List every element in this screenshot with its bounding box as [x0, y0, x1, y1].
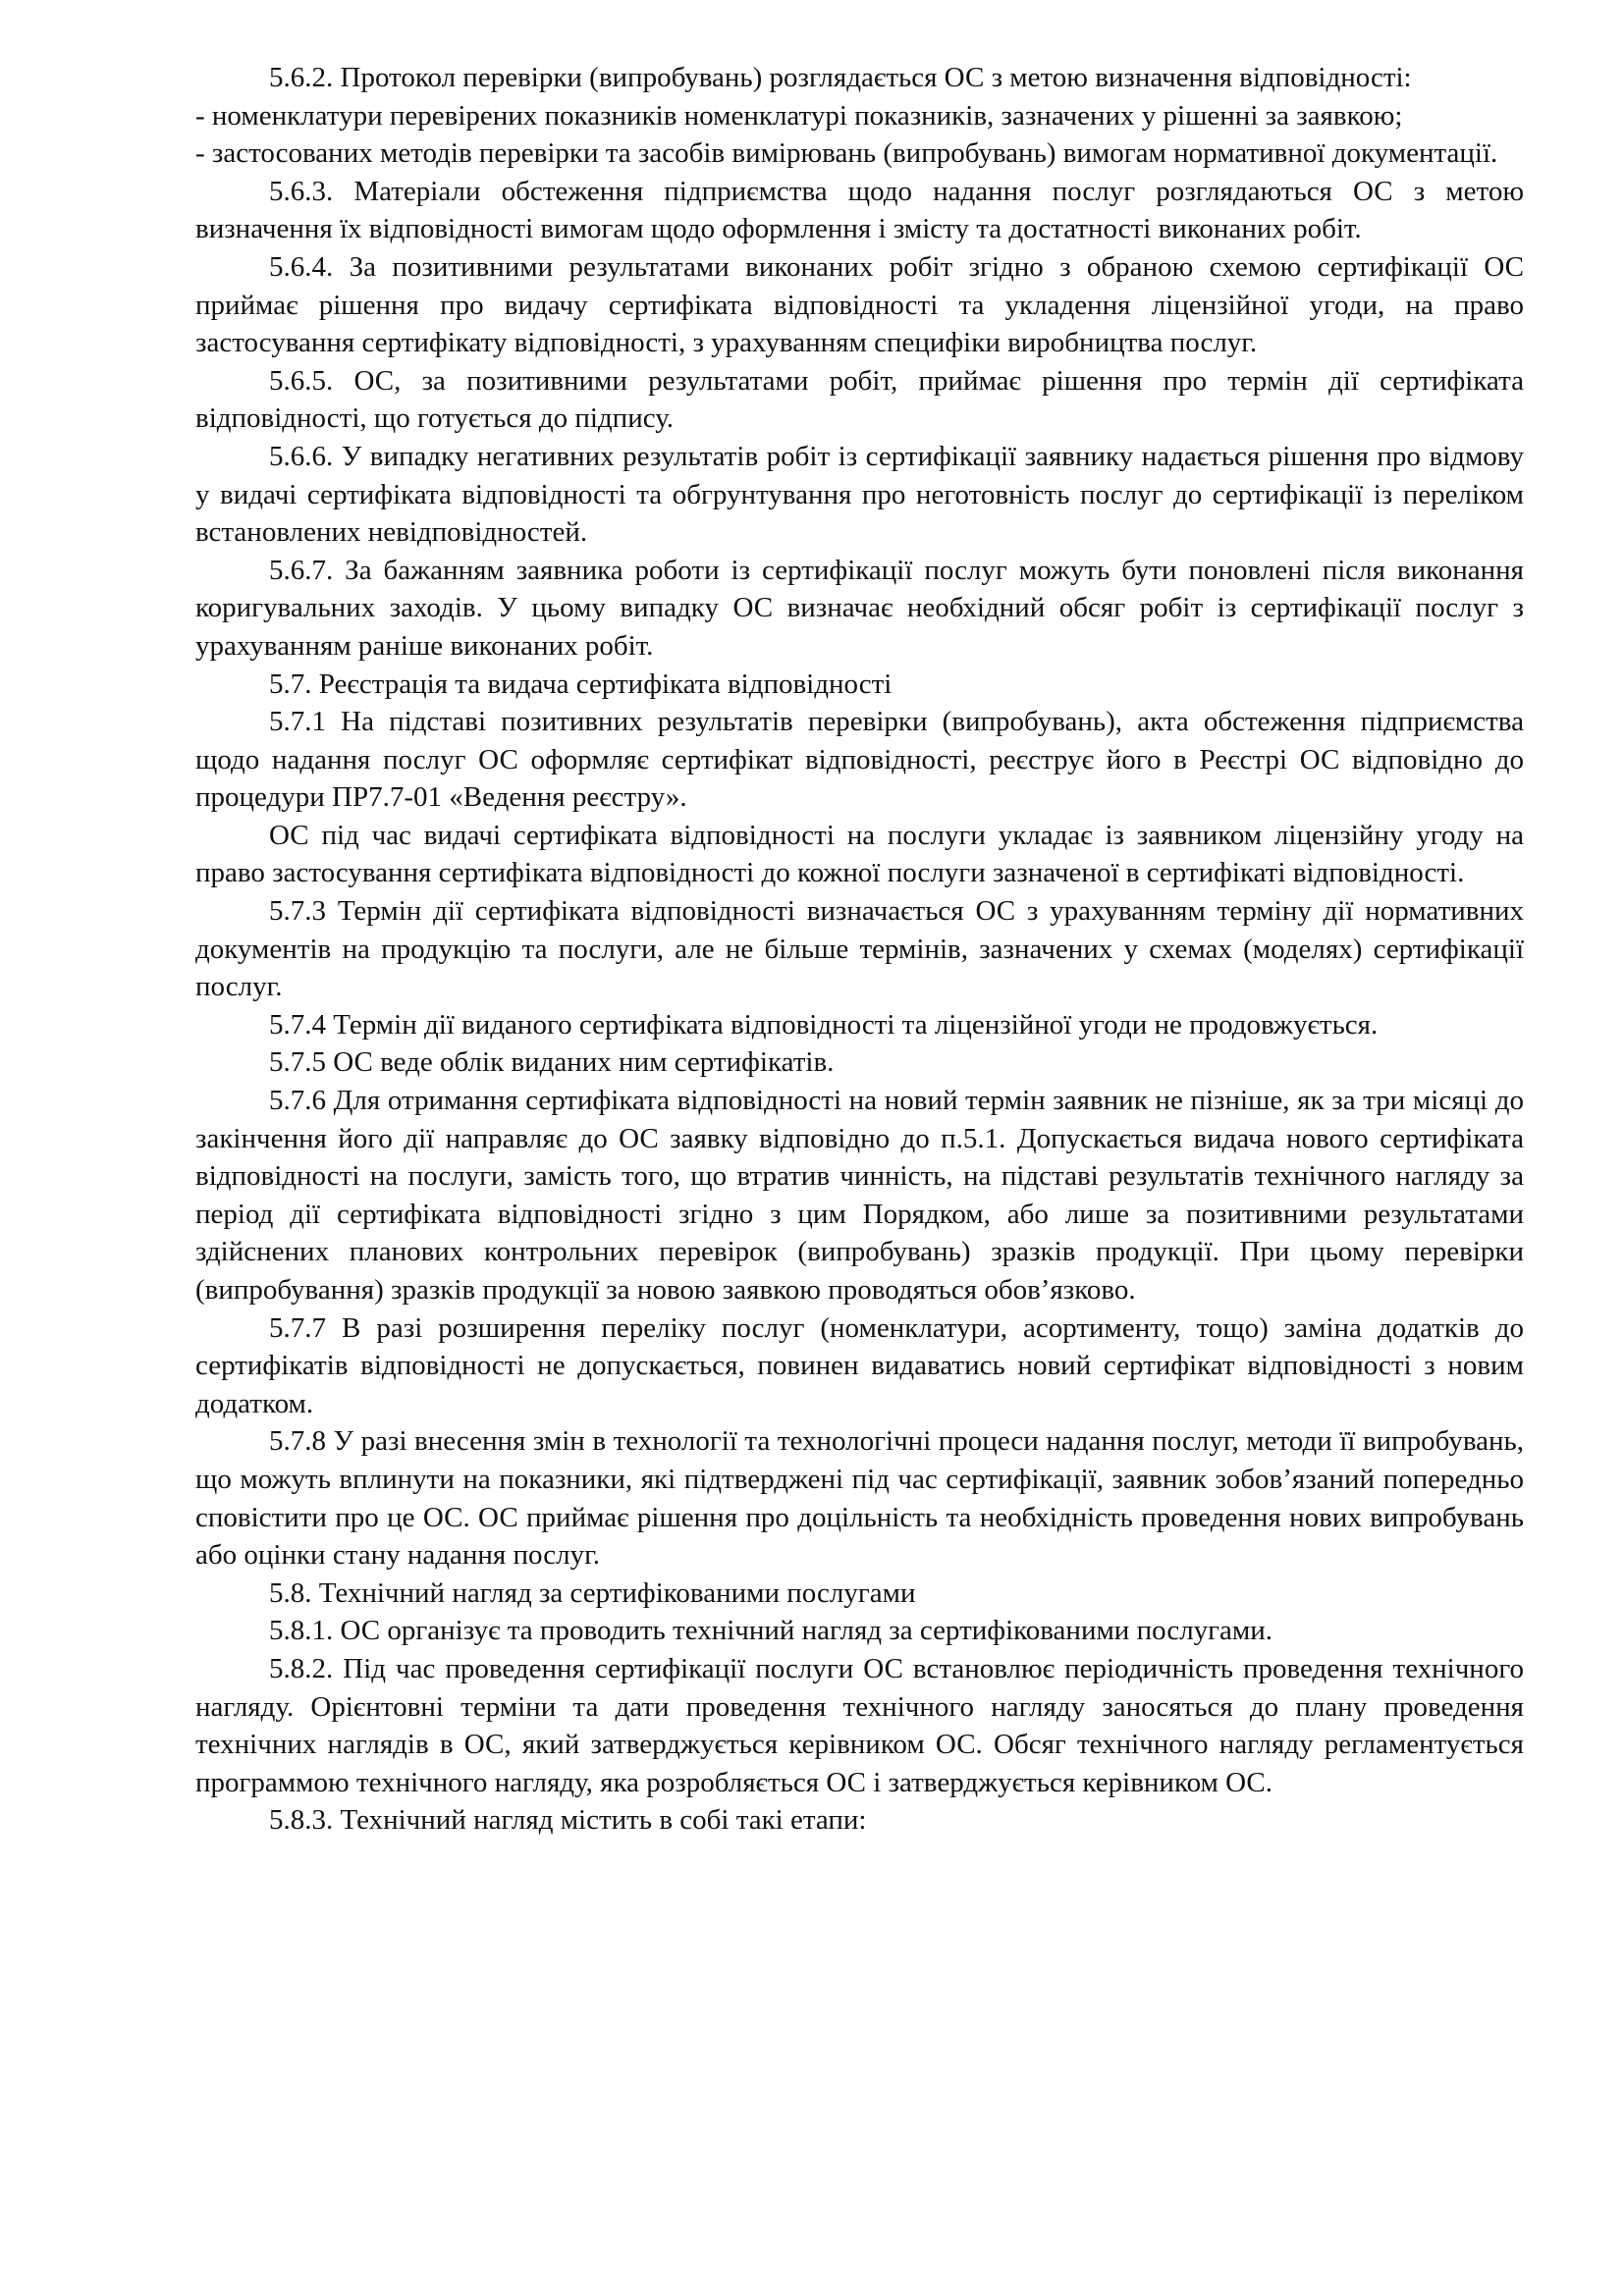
paragraph-5-7-4: 5.7.4 Термін дії виданого сертифіката відповідності та ліцензійної угоди не продовжується.: [269, 1008, 1379, 1041]
paragraph-5-8-3: 5.8.3. Технічний нагляд містить в собі такі етапи:: [269, 1804, 867, 1837]
paragraph-5-6-6: 5.6.6. У випадку негативних результатів робіт із сертифікації заявнику надається рішення про відмову у видачі сертифіката відповідності та обгрунтування про неготовність послуг до сертифікації із переліком встановлених невідповідностей.: [195, 440, 1524, 549]
paragraph-5-6-4: 5.6.4. За позитивними результатами виконаних робіт згідно з обраною схемою сертифікації ОС приймає рішення про видачу сертифіката відповідності та укладення ліцензійної угоди, на право застосування сертифікату відповідності, з урахуванням специфіки виробництва послуг.: [195, 250, 1524, 359]
paragraph-5-6-2: 5.6.2. Протокол перевірки (випробувань) розглядається ОС з метою визначення відповідності:: [269, 62, 1412, 93]
paragraph-5-6-3: 5.6.3. Матеріали обстеження підприємства щодо надання послуг розглядаються ОС з метою визначення їх відповідності вимогам щодо оформлення і змісту та достатності виконаних робіт.: [195, 175, 1524, 245]
document-page: [195, 59, 1524, 1840]
paragraph-5-7-6: 5.7.6 Для отримання сертифіката відповідності на новий термін заявник не пізніше, як за три місяці до закінчення його дії направляє до ОС заявку відповідно до п.5.1. Допускається видача нового сертифіката відповідності на послуги, замість того, що втратив чинність, на підставі результатів технічного нагляду за період дії сертифіката відповідності згідно з цим Порядком, або лише за позитивними результатами здійснених планових контрольних перевірок (випробувань) зразків продукції. При цьому перевірки (випробування) зразків продукції за новою заявкою проводяться обов’язково.: [195, 1085, 1524, 1306]
paragraph-5-7-7: 5.7.7 В разі розширення переліку послуг (номенклатури, асортименту, тощо) заміна додатків до сертифікатів відповідності не допускається, повинен видаватись новий сертифікат відповідності з новим додатком.: [195, 1311, 1524, 1419]
paragraph-5-6-5: 5.6.5. ОС, за позитивними результатами робіт, приймає рішення про термін дії сертифіката відповідності, що готується до підпису.: [195, 364, 1524, 435]
section-heading-5-8: 5.8. Технічний нагляд за сертифікованими послугами: [269, 1576, 916, 1609]
list-item-methods: - застосованих методів перевірки та засобів вимірювань (випробувань) вимогам нормативної документації.: [195, 137, 1498, 170]
paragraph-5-7-5: 5.7.5 ОС веде облік виданих ним сертифікатів.: [269, 1046, 835, 1079]
list-item-nomenclature: - номенклатури перевірених показників номенклатурі показників, зазначених у рішенні за заявкою;: [195, 99, 1403, 132]
paragraph-5-7-1: 5.7.1 На підставі позитивних результатів перевірки (випробувань), акта обстеження підприємства щодо надання послуг ОС оформляє сертифікат відповідності, реєструє його в Реєстрі ОС відповідно до процедури ПР7.7-01 «Ведення реєстру».: [195, 706, 1524, 814]
paragraph-5-8-1: 5.8.1. ОС організує та проводить технічний нагляд за сертифікованими послугами.: [269, 1615, 1273, 1647]
paragraph-5-6-7: 5.6.7. За бажанням заявника роботи із сертифікації послуг можуть бути поновлені після виконання коригувальних заходів. У цьому випадку ОС визначає необхідний обсяг робіт із сертифікації послуг з урахуванням раніше виконаних робіт.: [195, 554, 1524, 662]
section-heading-5-7: 5.7. Реєстрація та видача сертифіката відповідності: [269, 667, 893, 700]
paragraph-5-7-8: 5.7.8 У разі внесення змін в технології та технологічні процеси надання послуг, методи її випробувань, що можуть вплинути на показники, які підтверджені під час сертифікації, заявник зобов’язаний попередньо сповістити про це ОС. ОС приймає рішення про доцільність та необхідність проведення нових випробувань або оцінки стану надання послуг.: [195, 1425, 1524, 1572]
paragraph-5-7-1-license: ОС під час видачі сертифіката відповідності на послуги укладає із заявником ліцензійну угоду на право застосування сертифіката відповідності до кожної послуги зазначеної в сертифікаті відповідності.: [195, 819, 1524, 889]
paragraph-5-7-3: 5.7.3 Термін дії сертифіката відповідності визначається ОС з урахуванням терміну дії нормативних документів на продукцію та послуги, але не більше термінів, зазначених у схемах (моделях) сертифікації послуг.: [195, 895, 1524, 1003]
paragraph-5-8-2: 5.8.2. Під час проведення сертифікації послуги ОС встановлює періодичність проведення технічного нагляду. Орієнтовні терміни та дати проведення технічного нагляду заносяться до плану проведення технічних наглядів в ОС, який затверджується керівником ОС. Обсяг технічного нагляду регламентується программою технічного нагляду, яка розробляється ОС і затверджується керівником ОС.: [195, 1652, 1524, 1798]
